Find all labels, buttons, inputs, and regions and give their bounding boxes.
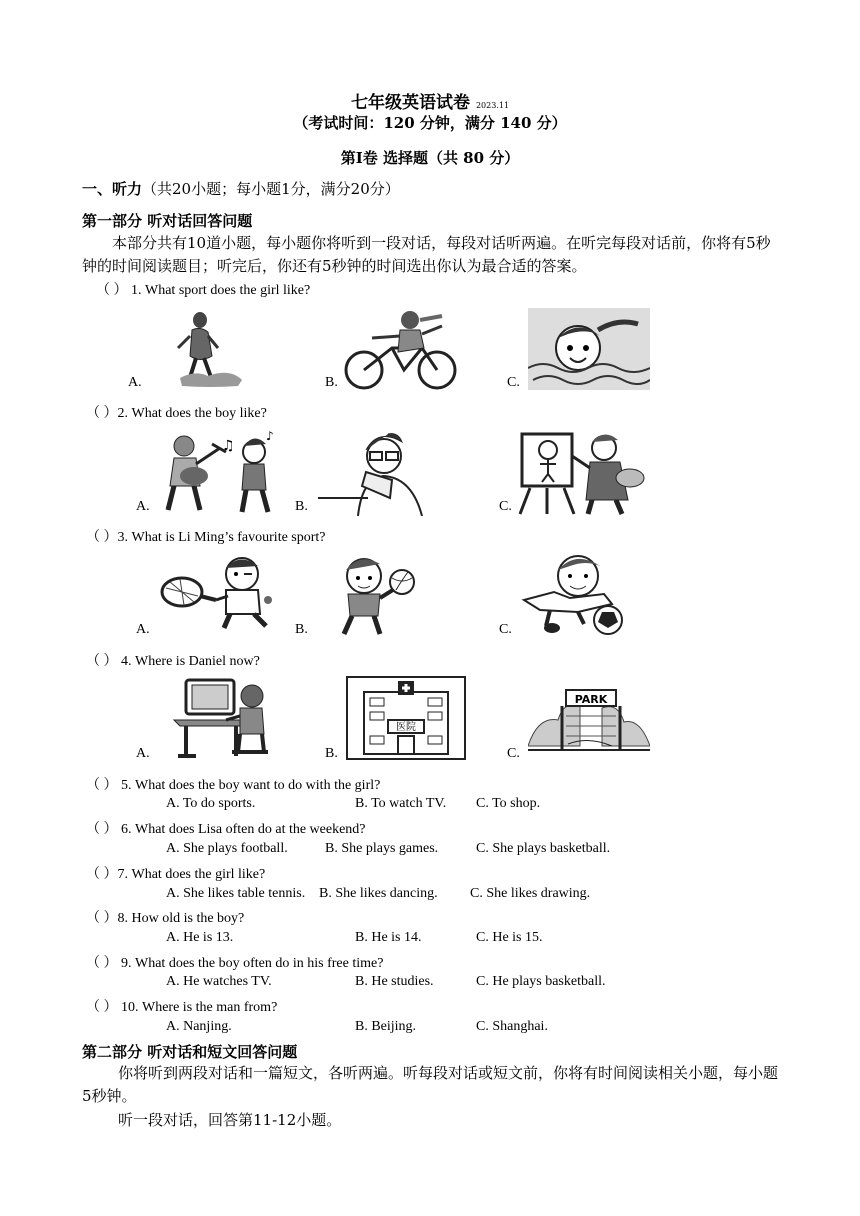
question-text: 7. What does the girl like? (117, 867, 266, 882)
option-label[interactable]: C. (507, 746, 520, 761)
question-text: 9. What does the boy often do in his free time? (121, 956, 384, 971)
option-c[interactable]: C. She likes drawing. (470, 886, 591, 901)
football-boy-picture (520, 552, 630, 636)
option-label[interactable]: B. (295, 499, 308, 514)
option-label[interactable]: C. (507, 375, 520, 390)
option-label[interactable]: A. (128, 375, 142, 390)
tennis-boy-picture (156, 552, 278, 632)
option-c[interactable]: C. She plays basketball. (476, 841, 611, 856)
option-label[interactable]: B. (325, 746, 338, 761)
volleyball-boy-picture (334, 552, 418, 636)
hospital-picture (346, 676, 466, 760)
walking-girl-picture (160, 308, 245, 390)
question-10 (86, 996, 277, 1016)
option-label[interactable]: B. (325, 375, 338, 390)
question-text: 6. What does Lisa often do at the weekend? (121, 822, 366, 837)
park-sign: PARK (574, 693, 608, 706)
answer-blank[interactable]: （ ） (86, 822, 118, 837)
option-b[interactable]: B. To watch TV. (355, 796, 447, 811)
question-text: 8. How old is the boy? (117, 911, 245, 926)
cycling-girl-picture (342, 308, 462, 390)
part2-intro: 你将听到两段对话和一篇短文，各听两遍。听每段对话或短文前，你将有时间阅读相关小题，每小题5秒钟。 (82, 1064, 779, 1105)
answer-blank[interactable]: （ ） (96, 283, 128, 298)
option-c[interactable]: C. He is 15. (476, 930, 543, 945)
option-b[interactable]: B. She likes dancing. (319, 886, 438, 901)
question-text: 4. Where is Daniel now? (121, 654, 260, 669)
part2-heading: 第二部分 听对话和短文回答问题 (82, 1043, 298, 1061)
swimming-girl-picture (528, 308, 650, 390)
answer-blank[interactable]: （ ） (86, 406, 118, 421)
question-3 (86, 526, 326, 546)
reading-boy-picture (318, 428, 438, 516)
section-heading (82, 178, 400, 199)
question-6 (86, 818, 366, 838)
section-note: （共20小题；每小题1分，满分20分） (142, 180, 400, 198)
answer-blank[interactable]: （ ） (86, 654, 118, 669)
part1-heading: 第一部分 听对话回答问题 (82, 212, 253, 230)
option-a[interactable]: A. He watches TV. (166, 974, 272, 989)
computer-boy-picture (168, 676, 272, 760)
question-9 (86, 952, 383, 972)
question-1 (96, 279, 310, 299)
option-a[interactable]: A. She likes table tennis. (166, 886, 306, 901)
svg-text:♪: ♪ (266, 429, 274, 443)
question-8 (86, 907, 244, 927)
exam-title (0, 88, 860, 113)
option-label[interactable]: C. (499, 622, 512, 637)
option-label[interactable]: A. (136, 746, 150, 761)
volume-heading: 第Ⅰ卷 选择题（共 80 分） (340, 149, 520, 167)
painting-boy-picture (512, 428, 647, 516)
option-a[interactable]: A. To do sports. (166, 796, 256, 811)
answer-blank[interactable]: （ ） (86, 778, 118, 793)
answer-blank[interactable]: （ ） (86, 911, 118, 926)
option-label[interactable]: A. (136, 622, 150, 637)
option-c[interactable]: C. Shanghai. (476, 1019, 548, 1034)
option-b[interactable]: B. She plays games. (325, 841, 439, 856)
answer-blank[interactable]: （ ） (86, 956, 118, 971)
option-label[interactable]: A. (136, 499, 150, 514)
option-a[interactable]: A. She plays football. (166, 841, 288, 856)
exam-subtitle: （考试时间：120 分钟，满分 140 分） (293, 114, 567, 132)
option-label[interactable]: C. (499, 499, 512, 514)
question-4 (86, 650, 260, 670)
option-a[interactable]: A. He is 13. (166, 930, 234, 945)
exam-date: 2023.11 (475, 101, 510, 110)
section-title: 一、听力 (82, 180, 143, 198)
hospital-sign: 医院 (396, 722, 416, 733)
option-b[interactable]: B. He is 14. (355, 930, 422, 945)
question-text: 5. What does the boy want to do with the girl? (121, 778, 381, 793)
question-text: 3. What is Li Ming’s favourite sport? (117, 530, 326, 545)
option-a[interactable]: A. Nanjing. (166, 1019, 232, 1034)
answer-blank[interactable]: （ ） (86, 867, 118, 882)
svg-text:♫: ♫ (222, 438, 235, 454)
part2-instruction: 听一段对话，回答第11-12小题。 (118, 1111, 342, 1129)
option-b[interactable]: B. Beijing. (355, 1019, 417, 1034)
option-label[interactable]: B. (295, 622, 308, 637)
question-5 (86, 774, 380, 794)
question-text: 10. Where is the man from? (121, 1000, 278, 1015)
question-2 (86, 402, 267, 422)
option-c[interactable]: C. To shop. (476, 796, 541, 811)
option-b[interactable]: B. He studies. (355, 974, 434, 989)
part1-intro: 本部分共有10道小题，每小题你将听到一段对话，每段对话听两遍。在听完每段对话前，你将有5秒钟的时间阅读题目；听完后，你还有5秒钟的时间选出你认为最合适的答案。 (82, 234, 771, 275)
music-boys-picture (156, 428, 286, 516)
question-text: 2. What does the boy like? (117, 406, 267, 421)
park-picture (528, 676, 650, 760)
answer-blank[interactable]: （ ） (86, 1000, 118, 1015)
option-c[interactable]: C. He plays basketball. (476, 974, 606, 989)
answer-blank[interactable]: （ ） (86, 530, 118, 545)
question-7 (86, 863, 265, 883)
question-text: 1. What sport does the girl like? (131, 283, 311, 298)
title-text: 七年级英语试卷 (350, 93, 470, 113)
